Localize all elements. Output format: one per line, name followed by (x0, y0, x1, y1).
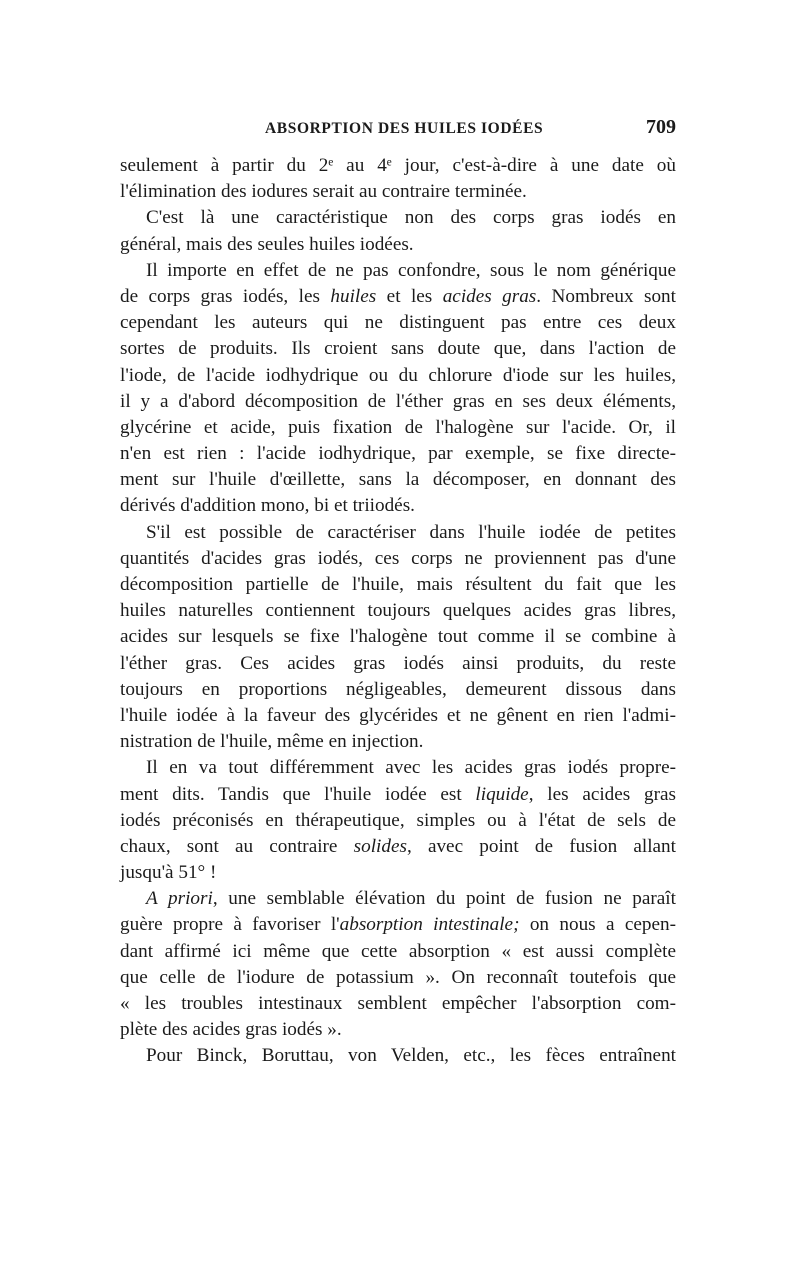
text-line (120, 834, 676, 860)
text-line: ment sur l'huile d'œillette, sans la décomposer, en donnant des (120, 469, 676, 491)
text-line: jusqu'à 51° ! (120, 862, 217, 884)
text-line: dant affirmé ici même que cette absorption « est aussi complète (120, 940, 676, 962)
text-segment: on nous a cepen- (519, 914, 676, 936)
text-line: plète des acides gras iodés ». (120, 1019, 342, 1041)
text-line: l'iode, de l'acide iodhydrique ou du chlorure d'iode sur les huiles, (120, 364, 676, 386)
text-line: Il en va tout différemment avec les acides gras iodés propre- (146, 757, 676, 779)
text-line: l'huile iodée à la faveur des glycérides et ne gênent en rien l'admi- (120, 704, 676, 726)
text-line: glycérine et acide, puis fixation de l'halogène sur l'acide. Or, il (120, 416, 676, 438)
text-line: Pour Binck, Boruttau, von Velden, etc., les fèces entraînent (146, 1045, 676, 1067)
text-segment: . Nombreux sont (536, 285, 676, 307)
text-line: l'éther gras. Ces acides gras iodés ainsi produits, du reste (120, 652, 676, 674)
text-segment: et les (376, 285, 443, 307)
text-line: décomposition partielle de l'huile, mais résultent du fait que les (120, 574, 676, 595)
text-segment: de corps gras iodés, les (120, 285, 331, 307)
text-line: il y a d'abord décomposition de l'éther gras en ses deux éléments, (120, 390, 676, 412)
text-segment: , les acides gras (528, 783, 676, 805)
text-line: cependant les auteurs qui ne distinguent pas entre ces deux (120, 312, 676, 334)
text-line: que celle de l'iodure de potassium ». On reconnaît toutefois que (120, 966, 676, 988)
text-line: quantités d'acides gras iodés, ces corps ne proviennent pas d'une (120, 547, 676, 569)
text-line: sortes de produits. Ils croient sans doute que, dans l'action de (120, 338, 676, 360)
text-line: dérivés d'addition mono, bi et triiodés. (120, 495, 415, 517)
italic-term: huiles (330, 285, 377, 307)
italic-term: A priori (146, 888, 213, 910)
text-segment: , une semblable élévation du point de fusion ne paraît (212, 888, 676, 910)
italic-term: liquide (475, 783, 529, 805)
text-line: Il importe en effet de ne pas confondre, sous le nom générique (146, 259, 676, 281)
text-line: C'est là une caractéristique non des corps gras iodés en (146, 207, 676, 229)
text-line (120, 912, 676, 938)
text-line (120, 886, 676, 912)
text-segment: chaux, sont au contraire (120, 835, 354, 857)
page-number: 709 (646, 116, 676, 138)
text-line: nistration de l'huile, même en injection. (120, 731, 424, 753)
text-line: S'il est possible de caractériser dans l'huile iodée de petites (146, 521, 676, 543)
text-line: huiles naturelles contiennent toujours quelques acides gras libres, (120, 600, 676, 622)
text-line: n'en est rien : l'acide iodhydrique, par exemple, se fixe directe- (120, 443, 676, 465)
body-text (120, 153, 676, 1070)
text-line: acides sur lesquels se fixe l'halogène tout comme il se combine à (120, 626, 676, 648)
running-head (120, 118, 676, 146)
text-segment: , avec point de fusion allant (406, 835, 676, 857)
text-segment: ment dits. Tandis que l'huile iodée est (120, 783, 476, 805)
text-segment: guère propre à favoriser l' (120, 914, 340, 936)
text-line: iodés préconisés en thérapeutique, simples ou à l'état de sels de (120, 809, 676, 831)
text-line: général, mais des seules huiles iodées. (120, 233, 414, 255)
italic-term: absorption intestinale; (339, 914, 520, 936)
italic-term: acides gras (442, 285, 537, 307)
text-line: « les troubles intestinaux semblent empêcher l'absorption com- (120, 993, 676, 1014)
text-line: toujours en proportions négligeables, demeurent dissous dans (120, 678, 676, 700)
text-line (120, 284, 676, 310)
text-line: l'élimination des iodures serait au contraire terminée. (120, 181, 527, 203)
running-title: ABSORPTION DES HUILES IODÉES (265, 120, 544, 137)
italic-term: solides (353, 835, 407, 857)
text-line (120, 782, 676, 808)
text-line: seulement à partir du 2ᵉ au 4ᵉ jour, c'est-à-dire à une date où (120, 155, 676, 176)
